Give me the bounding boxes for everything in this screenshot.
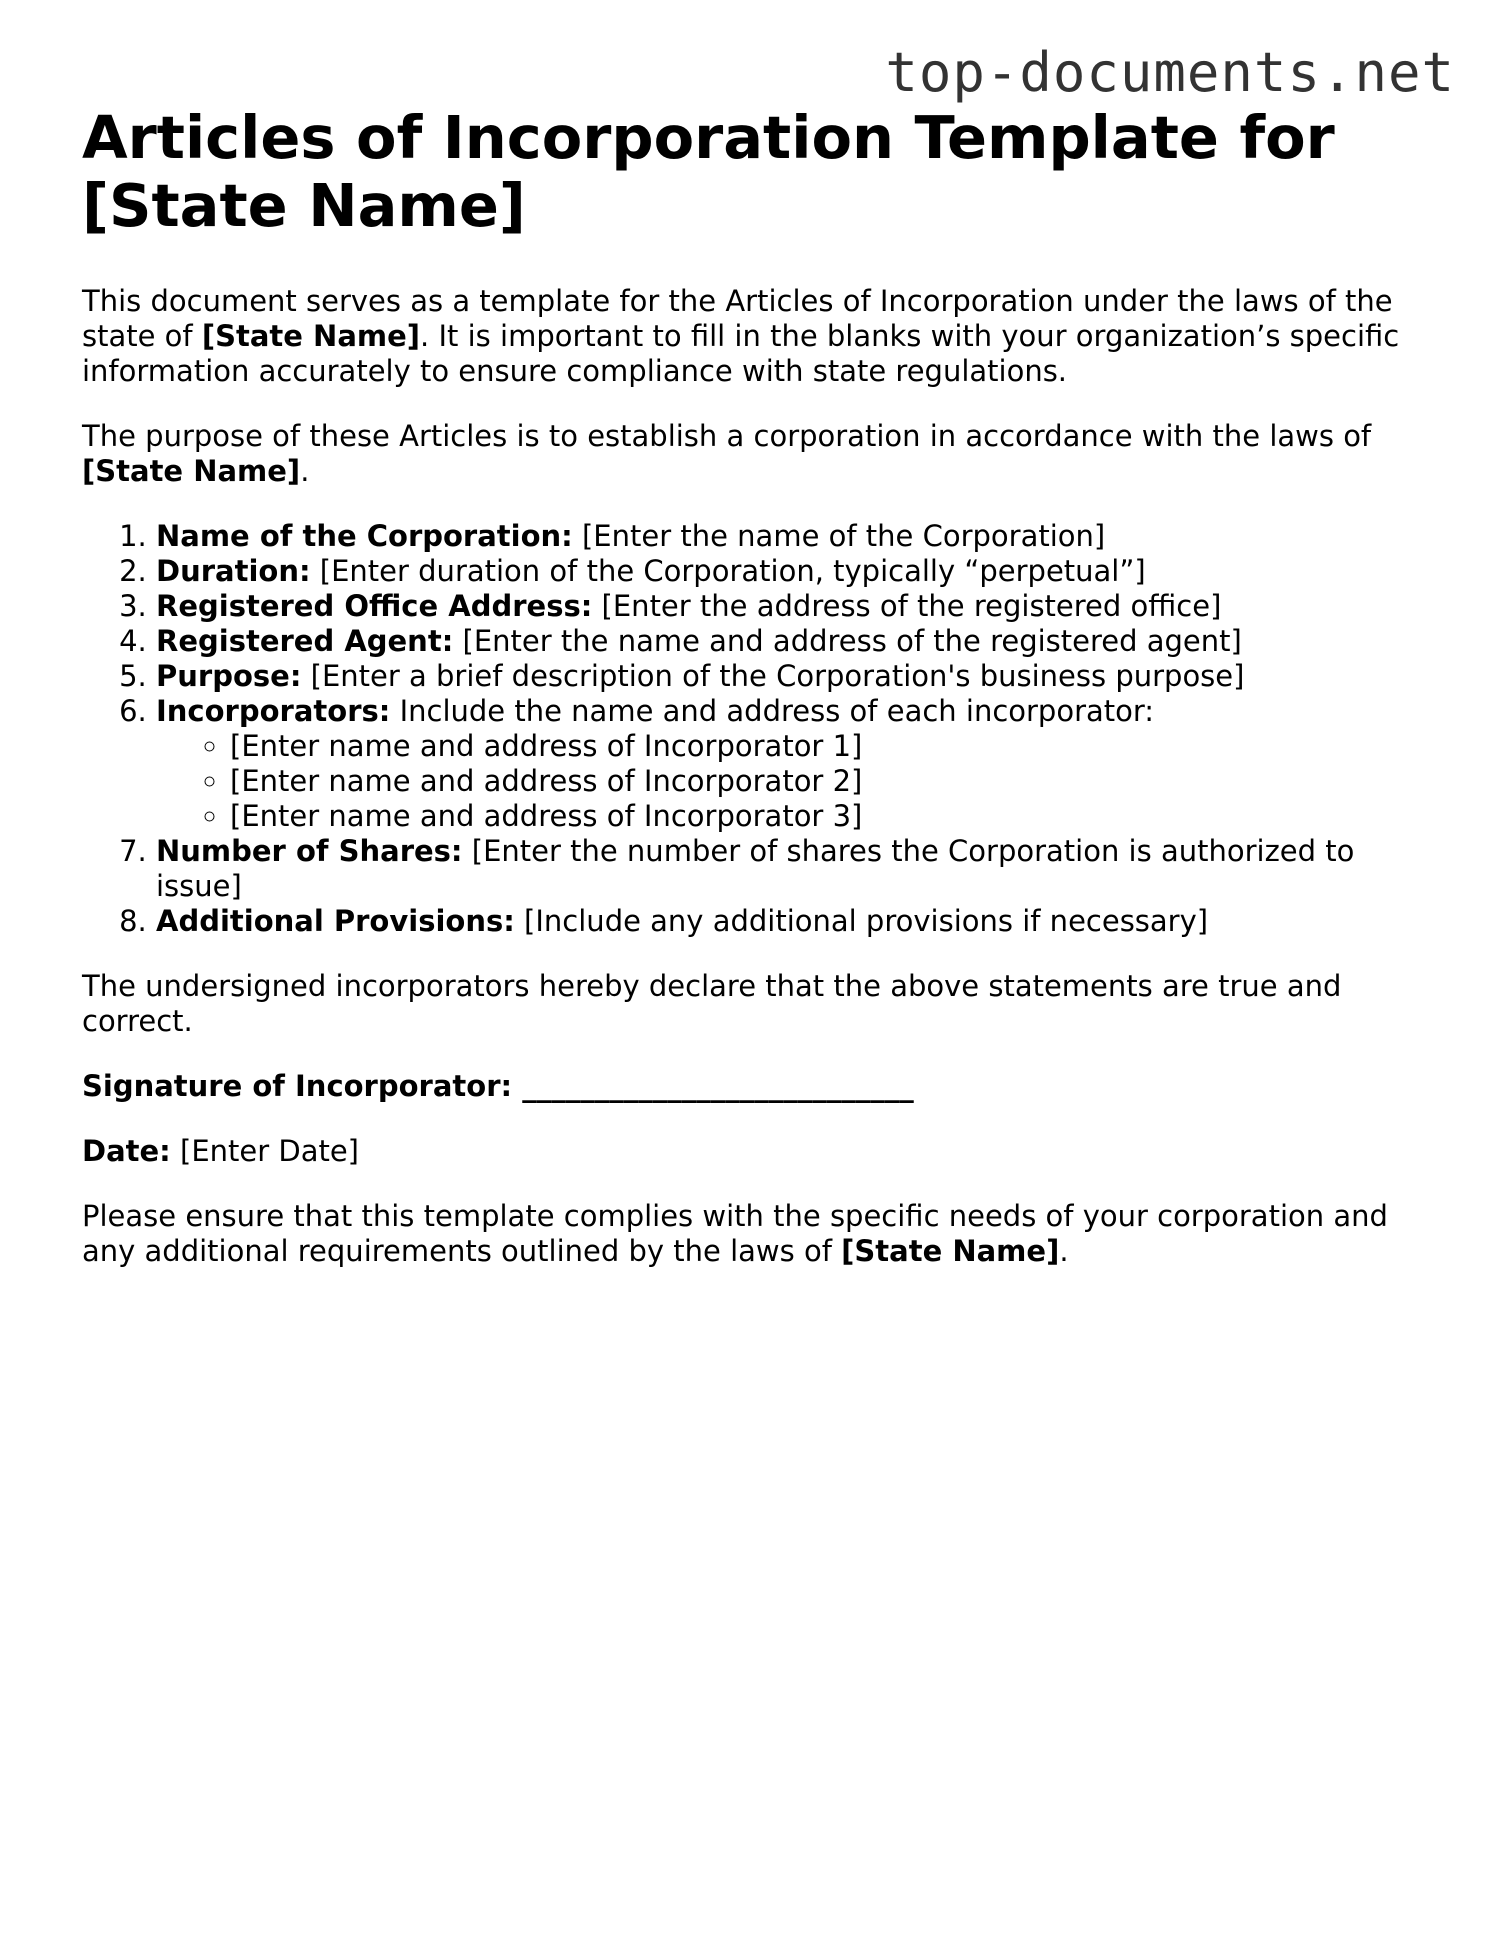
list-item-incorporators xyxy=(156,694,1422,834)
list-item-duration xyxy=(156,554,1422,589)
closing-text-after: . xyxy=(1059,1234,1069,1268)
signature-label xyxy=(82,1069,914,1103)
watermark: top-documents.net xyxy=(885,41,1455,104)
purpose-state-name: [State Name] xyxy=(82,454,301,488)
purpose-text-after: . xyxy=(300,454,310,488)
signature-line xyxy=(82,1069,1422,1104)
purpose-paragraph xyxy=(82,419,1422,489)
list-item-purpose xyxy=(156,659,1422,694)
date-line xyxy=(82,1134,1422,1169)
intro-paragraph xyxy=(82,284,1422,389)
closing-paragraph xyxy=(82,1199,1422,1269)
item-text: Include the name and address of each incorporator: xyxy=(390,694,1155,728)
item-label: Registered Agent: xyxy=(156,624,454,658)
signature-blank: ___________________________ xyxy=(512,1069,914,1103)
page-title: Articles of Incorporation Template for [State Name] xyxy=(82,103,1335,240)
item-text: [Enter the number of shares the Corporation is authorized to issue] xyxy=(156,834,1355,903)
declaration-paragraph: The undersigned incorporators hereby declare that the above statements are true and correct. xyxy=(82,969,1342,1038)
item-label: Number of Shares: xyxy=(156,834,463,868)
purpose-text-before: The purpose of these Articles is to establish a corporation in accordance with the laws of xyxy=(82,419,1372,453)
item-label: Purpose: xyxy=(156,659,302,693)
intro-text-after: . It is important to fill in the blanks with your organization’s specific information accurately to ensure compliance with state regulations. xyxy=(82,319,1400,388)
incorporator-item: ◦ [Enter name and address of Incorporator 2] xyxy=(230,764,1422,799)
articles-list xyxy=(82,519,1422,939)
incorporator-item: ◦ [Enter name and address of Incorporator 3] xyxy=(230,799,1422,834)
document-page xyxy=(82,104,1422,1269)
list-item-provisions xyxy=(156,904,1422,939)
item-label: Duration: xyxy=(156,554,311,588)
item-label: Registered Office Address: xyxy=(156,589,593,623)
list-item-name xyxy=(156,519,1422,554)
item-text: [Include any additional provisions if necessary] xyxy=(514,904,1209,938)
signature-label-text: Signature of Incorporator: xyxy=(82,1069,513,1103)
list-item-shares xyxy=(156,834,1422,904)
item-text: [Enter the address of the registered office] xyxy=(592,589,1222,623)
item-label: Additional Provisions: xyxy=(156,904,515,938)
date-label: Date: xyxy=(82,1134,171,1168)
closing-text-before: Please ensure that this template complies with the specific needs of your corporation and any additional requirements outlined by the laws of xyxy=(82,1199,1388,1268)
item-text: [Enter the name of the Corporation] xyxy=(572,519,1106,553)
list-item-registered-agent xyxy=(156,624,1422,659)
incorporator-item: ◦ [Enter name and address of Incorporator 1] xyxy=(230,729,1422,764)
item-label: Name of the Corporation: xyxy=(156,519,573,553)
item-text: [Enter the name and address of the registered agent] xyxy=(453,624,1242,658)
intro-text-before: This document serves as a template for the Articles of Incorporation under the laws of the state of xyxy=(82,284,1393,353)
item-text: [Enter a brief description of the Corporation's business purpose] xyxy=(301,659,1245,693)
item-label: Incorporators: xyxy=(156,694,391,728)
closing-state-name: [State Name] xyxy=(841,1234,1060,1268)
intro-state-name: [State Name] xyxy=(201,319,421,353)
incorporators-list xyxy=(156,729,1422,834)
date-value: [Enter Date] xyxy=(170,1134,359,1168)
item-text: [Enter duration of the Corporation, typically “perpetual”] xyxy=(310,554,1146,588)
list-item-registered-office xyxy=(156,589,1422,624)
